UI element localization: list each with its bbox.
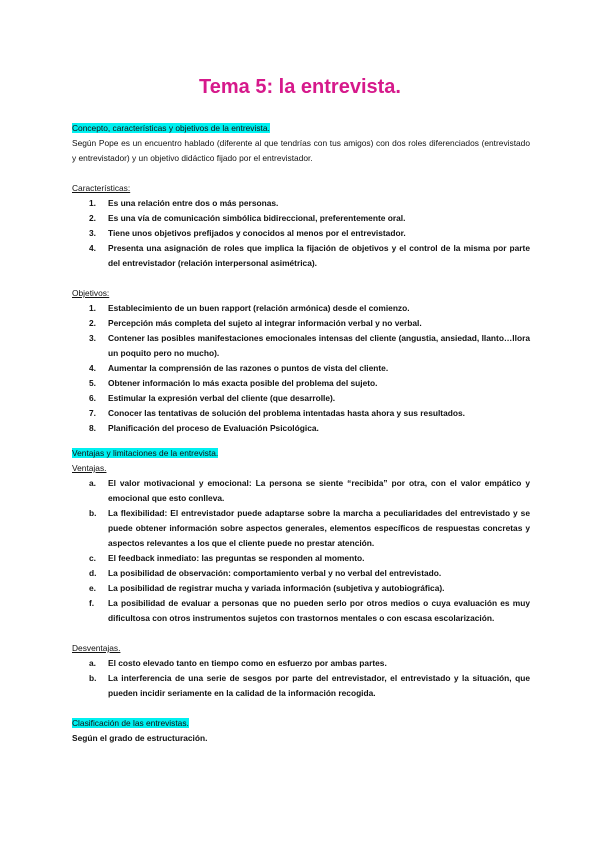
clasificacion-subheading: Según el grado de estructuración. (72, 733, 208, 743)
list-item: 8. Planificación del proceso de Evaluación Psicológica. (89, 423, 319, 433)
list-item: b. La interferencia de una serie de sesgos por parte del entrevistador, el entrevistado y la situación, que pueden incidir seriamente en la calidad de la información recogida. (89, 673, 530, 698)
section-heading-concepto: Concepto, características y objetivos de la entrevista. (72, 123, 270, 133)
desventajas-heading: Desventajas. (72, 643, 121, 653)
list-item: c. El feedback inmediato: las preguntas se responden al momento. (89, 553, 365, 563)
caracteristicas-list (72, 196, 530, 271)
list-item: f. La posibilidad de evaluar a personas que no pueden serlo por otros medios o cuya evaluación es muy dificultosa con otros instrumentos sujetos con trastornos mentales o con escasa escolarización. (89, 598, 530, 623)
document-body (72, 121, 530, 746)
section-heading-ventajas-limitaciones: Ventajas y limitaciones de la entrevista. (72, 448, 219, 458)
objetivos-list (72, 301, 530, 436)
list-item: a. El costo elevado tanto en tiempo como en esfuerzo por ambas partes. (89, 658, 387, 668)
list-item: 7. Conocer las tentativas de solución del problema intentadas hasta ahora y sus resultados. (89, 408, 465, 418)
list-item: 1. Es una relación entre dos o más personas. (89, 198, 279, 208)
list-item: 4. Presenta una asignación de roles que implica la fijación de objetivos y el control de la misma por parte del entrevistador (relación interpersonal asimétrica). (89, 243, 530, 268)
list-item: a. El valor motivacional y emocional: La persona se siente “recibida” por otra, con el valor empático y emocional que esto conlleva. (89, 478, 530, 503)
section-heading-clasificacion: Clasificación de las entrevistas. (72, 718, 189, 728)
list-item: d. La posibilidad de observación: comportamiento verbal y no verbal del entrevistado. (89, 568, 442, 578)
list-item: 4. Aumentar la comprensión de las razones o puntos de vista del cliente. (89, 363, 389, 373)
list-item: e. La posibilidad de registrar mucha y variada información (subjetiva y autobiográfica). (89, 583, 445, 593)
desventajas-list (72, 656, 530, 701)
list-item: 3. Contener las posibles manifestaciones emocionales intensas del cliente (angustia, ansiedad, llanto…llora un poquito pero no mucho). (89, 333, 530, 358)
list-item: 6. Estimular la expresión verbal del cliente (que desarrolle). (89, 393, 336, 403)
list-item: 2. Percepción más completa del sujeto al integrar información verbal y no verbal. (89, 318, 422, 328)
ventajas-list (72, 476, 530, 626)
page-title: Tema 5: la entrevista. (199, 76, 401, 98)
concepto-paragraph: Según Pope es un encuentro hablado (diferente al que tendrías con tus amigos) con dos roles diferenciados (entrevistado y entrevistador) y un objetivo didáctico fijado por el entrevistador. (72, 138, 530, 163)
caracteristicas-heading: Características: (72, 183, 131, 193)
list-item: 5. Obtener información lo más exacta posible del problema del sujeto. (89, 378, 378, 388)
objetivos-heading: Objetivos: (72, 288, 110, 298)
ventajas-heading: Ventajas. (72, 463, 107, 473)
list-item: 3. Tiene unos objetivos prefijados y conocidos al menos por el entrevistador. (89, 228, 406, 238)
list-item: b. La flexibilidad: El entrevistador puede adaptarse sobre la marcha a peculiaridades del entrevistado y se puede obtener información sobre aspectos generales, elementos específicos de respuestas concretas y aspectos relevantes a los que el cliente puede no prestar atención. (89, 508, 530, 548)
list-item: 1. Establecimiento de un buen rapport (relación armónica) desde el comienzo. (89, 303, 410, 313)
list-item: 2. Es una vía de comunicación simbólica bidireccional, preferentemente oral. (89, 213, 406, 223)
